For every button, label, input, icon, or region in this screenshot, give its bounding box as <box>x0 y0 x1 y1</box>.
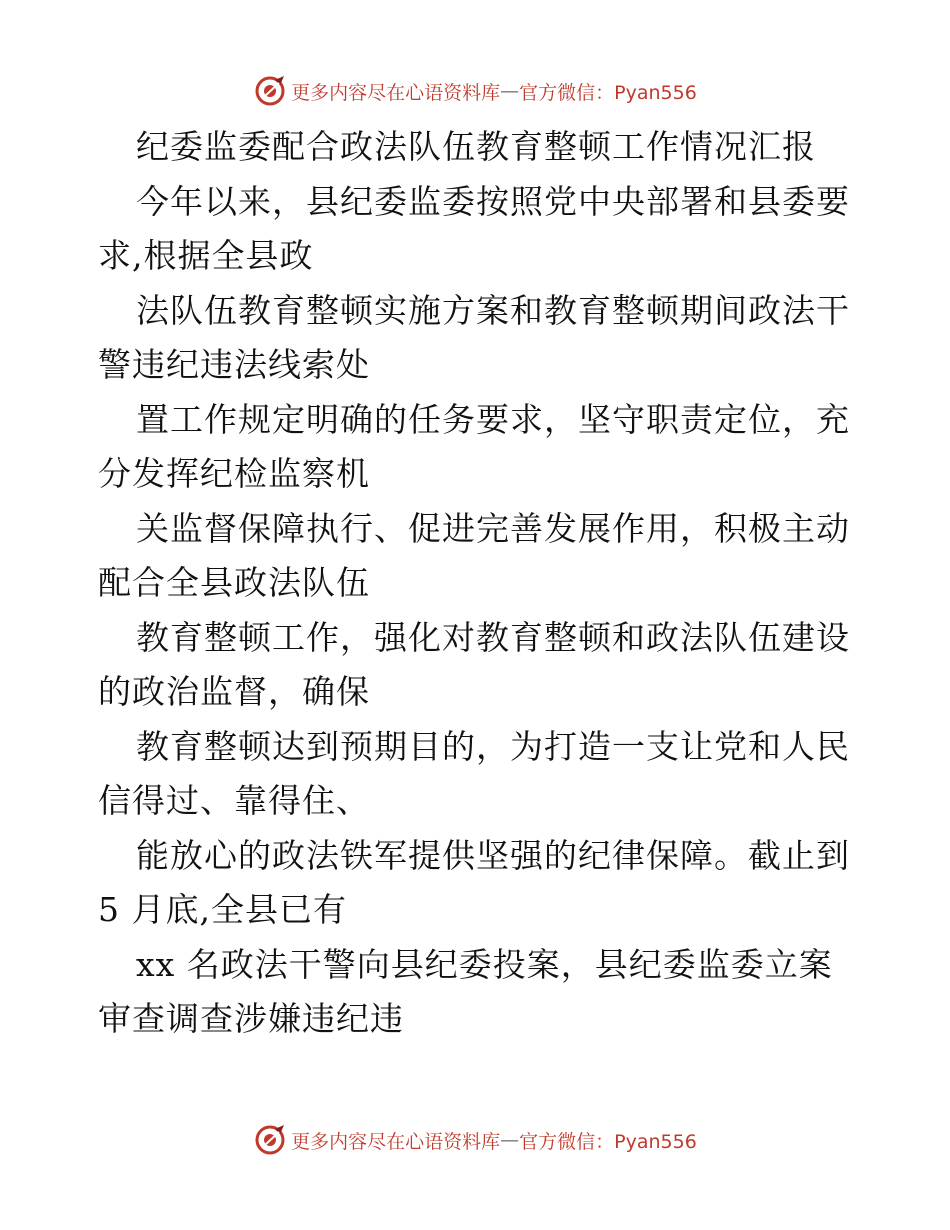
body-text-line: 法队伍教育整顿实施方案和教育整顿期间政法干 <box>136 290 850 330</box>
pen-logo-icon <box>253 1123 287 1157</box>
watermark-contact: 官方微信：Pyan556 <box>519 1130 697 1153</box>
body-text-line: xx 名政法干警向县纪委投案，县纪委监委立案 <box>136 944 833 984</box>
body-text-line: 警违纪违法线索处 <box>98 345 370 384</box>
body-text-line: 能放心的政法铁军提供坚强的纪律保障。截止到 <box>136 835 850 875</box>
watermark-separator: — <box>500 1129 520 1151</box>
body-text-line: 信得过、靠得住、 <box>98 781 370 820</box>
body-text-line: 教育整顿工作，强化对教育整顿和政法队伍建设 <box>136 617 850 657</box>
watermark-text: 更多内容尽在心语资料库 <box>291 81 501 104</box>
body-text-line: 今年以来，县纪委监委按照党中央部署和县委要 <box>136 181 850 221</box>
footer-watermark <box>0 1123 950 1157</box>
body-text-line: 置工作规定明确的任务要求，坚守职责定位，充 <box>136 399 850 439</box>
header-watermark <box>0 74 950 108</box>
body-text-line: 教育整顿达到预期目的，为打造一支让党和人民 <box>136 726 850 766</box>
watermark-contact: 官方微信：Pyan556 <box>519 81 697 104</box>
body-text-line: 配合全县政法队伍 <box>98 563 370 602</box>
body-text-line: 求,根据全县政 <box>98 236 314 275</box>
body-text-line: 分发挥纪检监察机 <box>98 454 370 493</box>
document-body <box>98 120 858 1047</box>
body-text-line: 5 月底,全县已有 <box>98 890 347 929</box>
document-title: 纪委监委配合政法队伍教育整顿工作情况汇报 <box>136 127 816 166</box>
watermark-separator: — <box>500 80 520 102</box>
body-text-line: 审查调查涉嫌违纪违 <box>98 999 404 1038</box>
body-text-line: 的政治监督，确保 <box>98 672 370 711</box>
pen-logo-icon <box>253 74 287 108</box>
watermark-text: 更多内容尽在心语资料库 <box>291 1130 501 1153</box>
body-text-line: 关监督保障执行、促进完善发展作用，积极主动 <box>136 508 850 548</box>
